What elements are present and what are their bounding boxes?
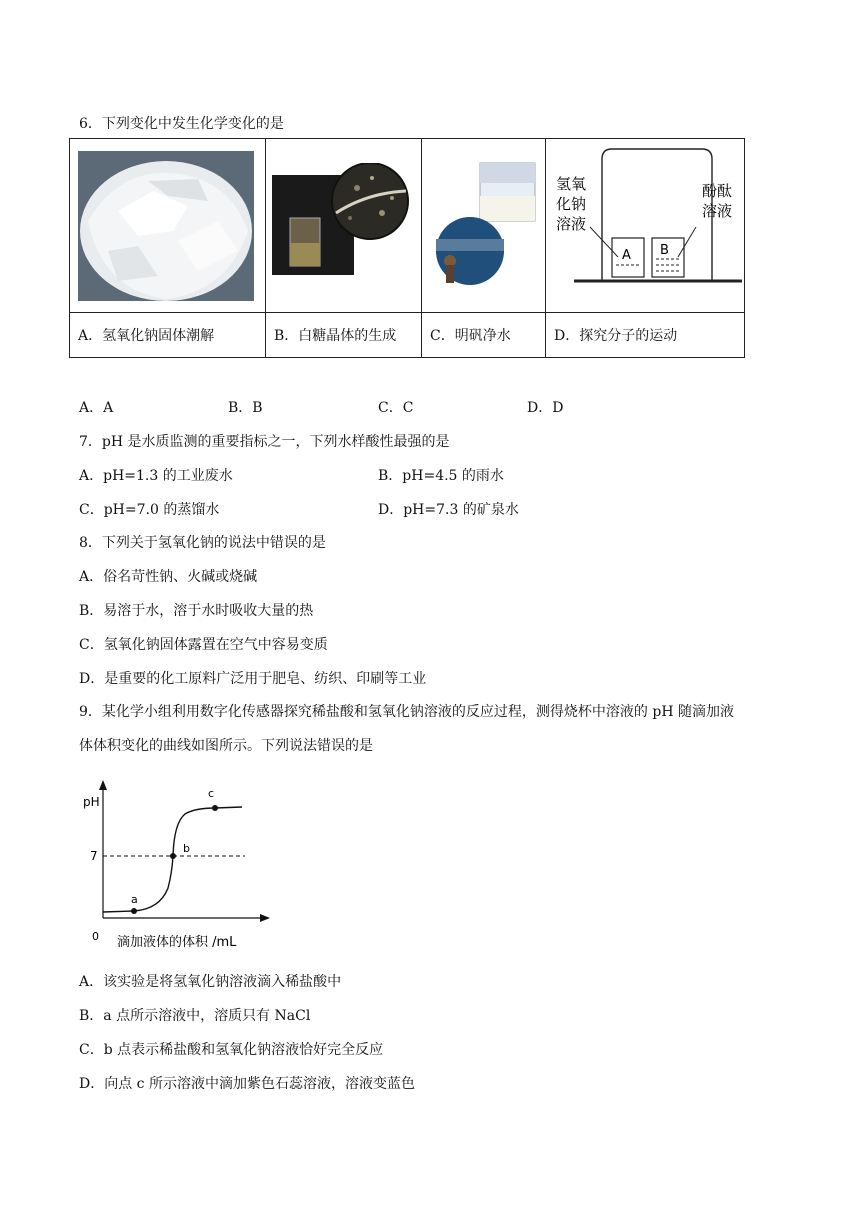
sugar-crystal-photo (272, 163, 412, 288)
q8-option-c: C．氢氧化钠固体露置在空气中容易变质 (79, 637, 328, 653)
q6-table (69, 138, 745, 358)
naoh-label-2: 化钠 (556, 195, 587, 213)
q9-option-a: A．该实验是将氢氧化钠溶液滴入稀盐酸中 (79, 974, 342, 990)
naoh-label-1: 氢氧 (556, 175, 587, 193)
beaker-a-label: A (622, 248, 631, 263)
q7-stem: 7．pH 是水质监测的重要指标之一，下列水样酸性最强的是 (79, 434, 450, 450)
origin-label: 0 (92, 930, 99, 943)
q7-option-c: C．pH=7.0 的蒸馏水 (79, 502, 220, 518)
q7-option-a: A．pH=1.3 的工业废水 (79, 468, 233, 484)
point-c-label: c (208, 787, 215, 800)
q6-option-d: D．D (527, 400, 564, 416)
q9-option-b: B．a 点所示溶液中，溶质只有 NaCl (79, 1008, 311, 1024)
point-c (212, 805, 218, 811)
point-a (131, 908, 137, 914)
q6-image-b (266, 139, 422, 313)
q6-stem: 6．下列变化中发生化学变化的是 (79, 116, 284, 132)
q6-caption-c: C．明矾净水 (422, 313, 546, 358)
q6-option-b: B．B (228, 400, 263, 416)
y-axis-label: pH (83, 795, 100, 809)
q9-option-d: D．向点 c 所示溶液中滴加紫色石蕊溶液，溶液变蓝色 (79, 1076, 415, 1092)
q6-image-c (422, 139, 546, 313)
q9-stem-line1: 9．某化学小组利用数字化传感器探究稀盐酸和氢氧化钠溶液的反应过程，测得烧杯中溶液的 pH 随滴加液 (79, 704, 734, 720)
phenolphthalein-label-1: 酚酞 (702, 182, 733, 200)
q9-stem-line2: 体体积变化的曲线如图所示。下列说法错误的是 (79, 738, 373, 754)
beaker-b-label: B (660, 243, 669, 258)
q7-option-b: B．pH=4.5 的雨水 (378, 468, 504, 484)
alum-water-photo (430, 161, 540, 291)
ph-chart (70, 778, 280, 953)
x-axis-label: 滴加液体的体积 /mL (117, 935, 237, 950)
q6-caption-a: A．氢氧化钠固体潮解 (70, 313, 266, 358)
q8-option-b: B．易溶于水，溶于水时吸收大量的热 (79, 603, 314, 619)
q6-caption-d: D．探究分子的运动 (546, 313, 745, 358)
q6-caption-b: B．白糖晶体的生成 (266, 313, 422, 358)
y-tick-7: 7 (90, 849, 98, 863)
point-a-label: a (131, 893, 138, 906)
molecule-diffusion-diagram (546, 139, 744, 308)
phenolphthalein-label-2: 溶液 (702, 202, 733, 220)
ph-curve (103, 807, 242, 912)
q8-stem: 8．下列关于氢氧化钠的说法中错误的是 (79, 535, 326, 551)
q8-option-d: D．是重要的化工原料广泛用于肥皂、纺织、印刷等工业 (79, 671, 427, 687)
naoh-solid-photo (78, 151, 254, 301)
q6-option-a: A．A (79, 400, 114, 416)
q9-option-c: C．b 点表示稀盐酸和氢氧化钠溶液恰好完全反应 (79, 1042, 384, 1058)
q8-option-a: A．俗名苛性钠、火碱或烧碱 (79, 569, 258, 585)
q7-option-d: D．pH=7.3 的矿泉水 (378, 502, 519, 518)
naoh-label-3: 溶液 (556, 215, 587, 233)
point-b-label: b (183, 842, 190, 855)
q6-image-d (546, 139, 745, 313)
q6-image-a (70, 139, 266, 313)
q6-option-c: C．C (378, 400, 414, 416)
point-b (170, 853, 176, 859)
